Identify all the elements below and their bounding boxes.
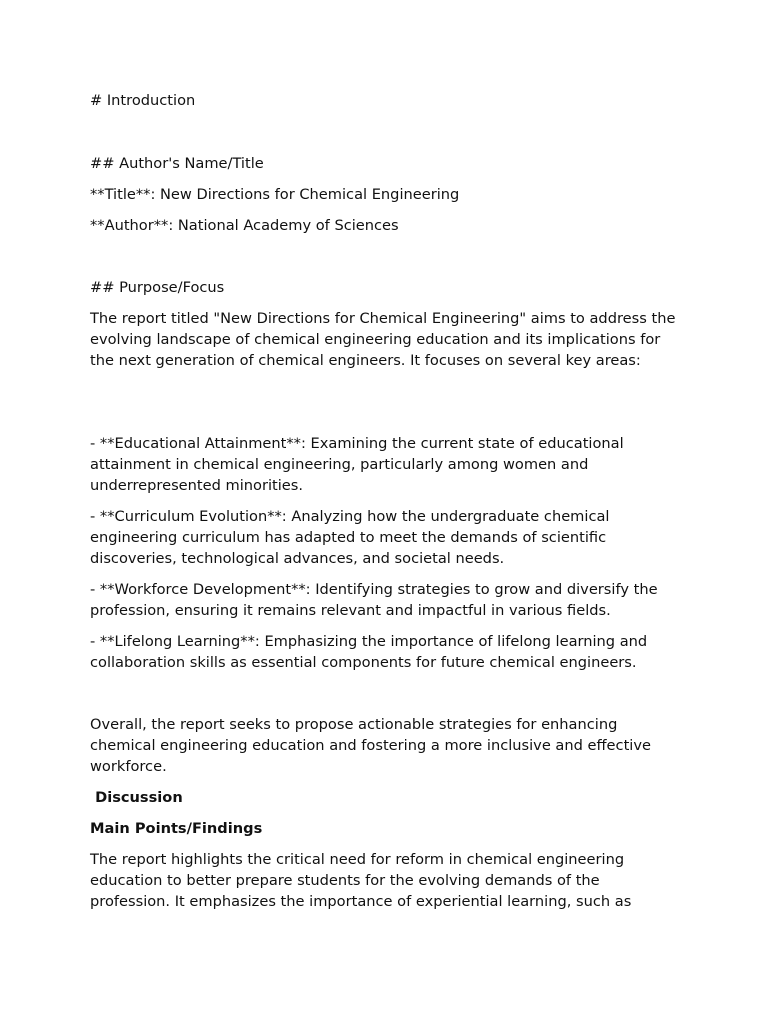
main-points-heading: Main Points/Findings [90, 820, 263, 837]
title-line: **Title**: New Directions for Chemical Engineering [90, 186, 460, 203]
intro-heading: # Introduction [90, 92, 196, 109]
author-line: **Author**: National Academy of Sciences [90, 217, 399, 234]
purpose-heading: ## Purpose/Focus [90, 279, 225, 296]
list-item: - **Workforce Development**: Identifying strategies to grow and diversify the profession, ensuring it remains relevant and impactful in various fields. [90, 581, 658, 619]
author-heading: ## Author's Name/Title [90, 155, 264, 172]
list-item: - **Curriculum Evolution**: Analyzing how the undergraduate chemical engineering curriculum has adapted to meet the demands of scientific discoveries, technological advances, and societal needs. [90, 508, 610, 567]
list-item: - **Educational Attainment**: Examining the current state of educational attainment in chemical engineering, particularly among women and underrepresented minorities. [90, 435, 624, 494]
overall-paragraph: Overall, the report seeks to propose actionable strategies for enhancing chemical engineering education and fostering a more inclusive and effective workforce. [90, 716, 651, 775]
list-item: - **Lifelong Learning**: Emphasizing the importance of lifelong learning and collaboration skills as essential components for future chemical engineers. [90, 633, 648, 671]
purpose-paragraph: The report titled "New Directions for Chemical Engineering" aims to address the evolving landscape of chemical engineering education and its implications for the next generation of chemical engineers. It focuses on several key areas: [90, 310, 676, 369]
discussion-heading: Discussion [90, 789, 183, 806]
main-points-paragraph: The report highlights the critical need for reform in chemical engineering education to better prepare students for the evolving demands of the profession. It emphasizes the importance of experiential learning, such as [90, 851, 632, 910]
